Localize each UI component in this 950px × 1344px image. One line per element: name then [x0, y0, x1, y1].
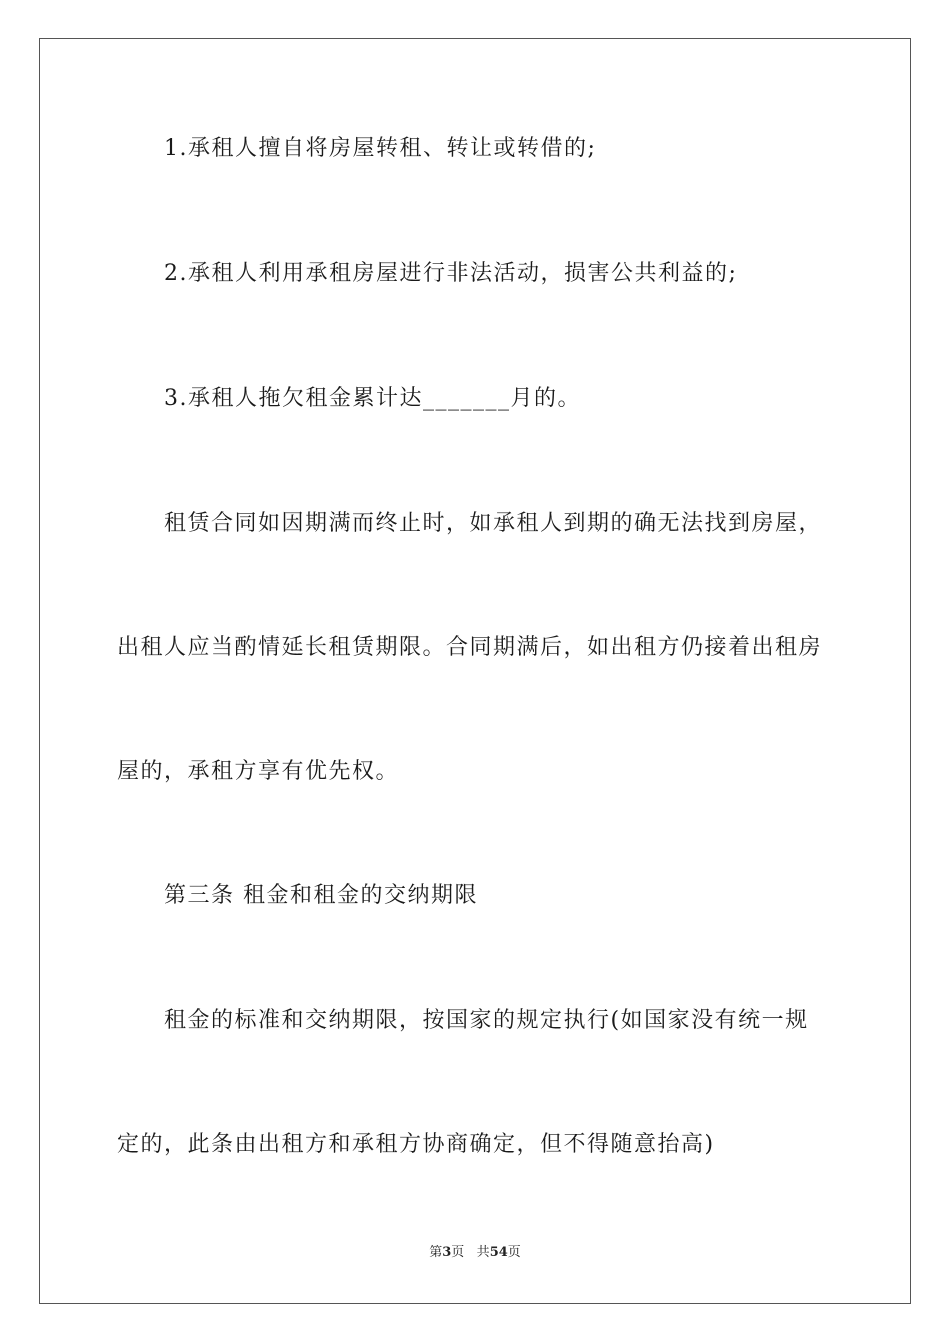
paragraph-line: 定的，此条由出租方和承租方协商确定，但不得随意抬高): [117, 1132, 715, 1157]
clause-item-3: 3.承租人拖欠租金累计达_______月的。: [164, 386, 581, 411]
paragraph-line: 租赁合同如因期满而终止时，如承租人到期的确无法找到房屋，: [164, 511, 823, 536]
page-border: [39, 38, 911, 1304]
total-prefix: 共: [476, 1245, 490, 1260]
page-suffix: 页: [451, 1245, 465, 1260]
paragraph-line: 屋的，承租方享有优先权。: [117, 759, 400, 784]
total-pages: 54: [489, 1245, 508, 1260]
clause-item-1: 1.承租人擅自将房屋转租、转让或转借的;: [164, 136, 597, 161]
page-number: 3: [442, 1245, 452, 1260]
paragraph-line: 出租人应当酌情延长租赁期限。合同期满后，如出租方仍接着出租房: [117, 635, 823, 660]
clause-item-2: 2.承租人利用承租房屋进行非法活动，损害公共利益的;: [164, 261, 738, 286]
paragraph-line: 租金的标准和交纳期限，按国家的规定执行(如国家没有统一规: [164, 1008, 809, 1033]
total-suffix: 页: [507, 1245, 521, 1260]
page-prefix: 第: [429, 1245, 443, 1260]
section-heading: 第三条 租金和租金的交纳期限: [164, 883, 478, 908]
page-footer: [0, 1244, 950, 1262]
